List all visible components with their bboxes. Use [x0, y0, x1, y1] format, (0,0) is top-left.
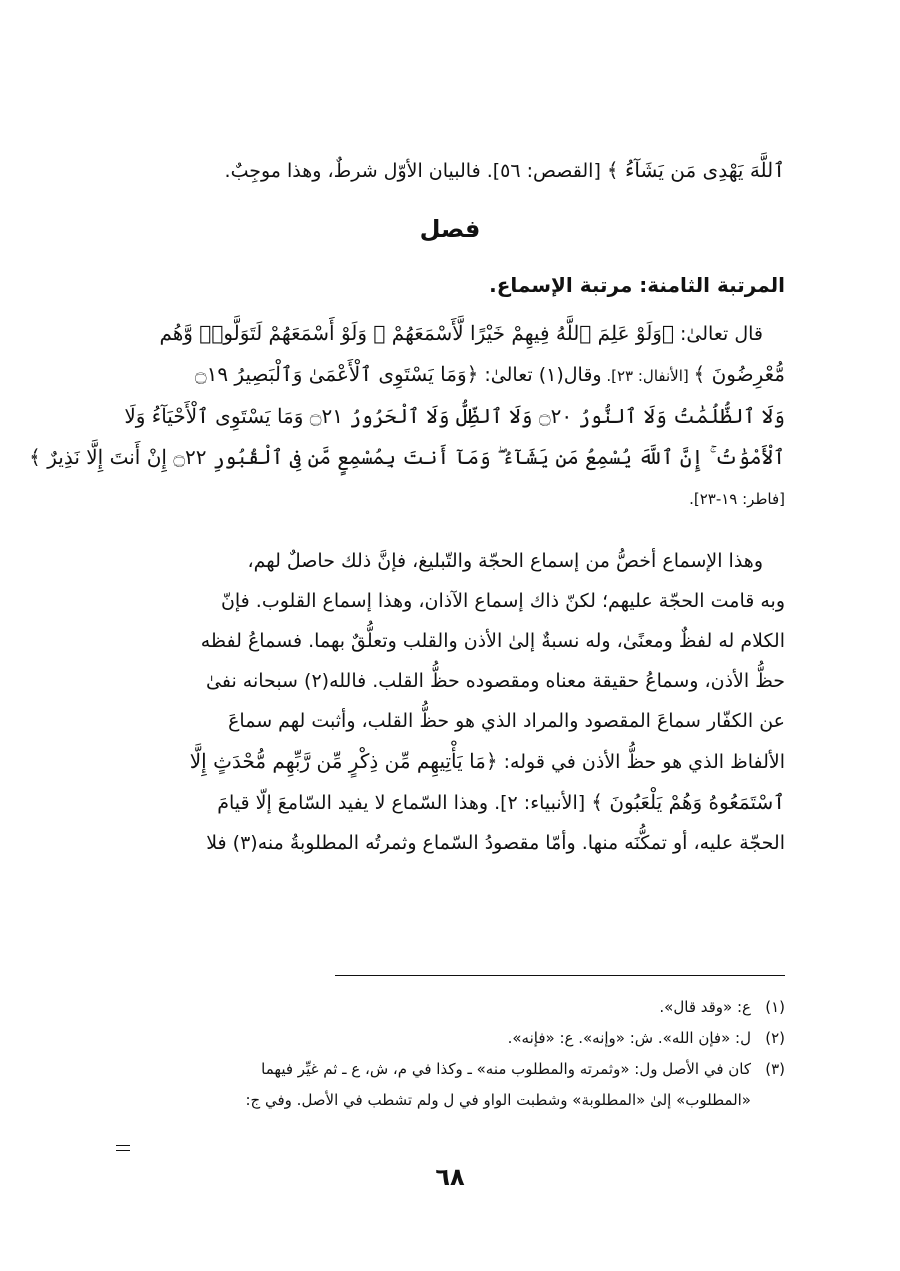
footnote-text: كان في الأصل ول: «وثمرته والمطلوب منه» ـ وكذا في م، ش، ع ـ ثم غيِّر فيهما: [261, 1060, 751, 1078]
verse-line-3: [115, 396, 785, 437]
paragraph-text: [الأنبياء: ٢]. وهذا السّماع لا يفيد السّامعَ إلّا قيامَ: [217, 792, 592, 814]
footnote: [115, 992, 785, 1023]
verse-reference: [فاطر: ١٩-٢٣].: [689, 490, 785, 508]
footnote-text: ل: «فإن الله». ش: «وإنه». ع: «فإنه».: [507, 1029, 751, 1047]
footnote-divider: [335, 975, 785, 976]
footnote-text: ع: «وقد قال».: [659, 998, 751, 1016]
page-body: [29, 150, 785, 863]
top-line-text: [القصص: ٥٦]. فالبيان الأوّل شرطٌ، وهذا موجِبٌ.: [224, 160, 607, 182]
quran-verse: ﴿مَا يَأْتِيهِم مِّن ذِكْرٍ مِّن رَّبِّهِم مُّحْدَثٍ إِلَّا: [189, 749, 498, 773]
quran-verse: ﴿وَمَا يَسْتَوِى ٱلْأَعْمَىٰ وَٱلْبَصِيرُ ۝١٩: [194, 362, 479, 386]
footnote: [115, 1054, 785, 1085]
paragraph-line-8: الحجّة عليه، أو تمكُّنَه منها. وأمّا مقصودُ السّماع وثمرتُه المطلوبةُ منه(٣) فلا: [206, 832, 785, 854]
section-heading: فصل: [419, 215, 481, 243]
footnotes: [115, 992, 785, 1116]
top-line: [115, 150, 785, 191]
paragraph-line-6: [115, 741, 785, 782]
verse-intro: وقال(١) تعالىٰ:: [478, 364, 602, 386]
paragraph-line-5: عن الكفّار سماعَ المقصود والمراد الذي هو حظُّ القلب، وأثبت لهم سماعَ: [228, 710, 785, 732]
verse-reference: [الأنفال: ٢٣].: [601, 367, 694, 385]
page-number: ٦٨: [435, 1163, 465, 1191]
quran-fragment: ٱللَّهَ يَهْدِى مَن يَشَآءُ ﴾: [606, 158, 785, 182]
verse-line-1: [115, 313, 785, 354]
footnote: [115, 1023, 785, 1054]
quran-verse: ٱلْأَمْوَٰتُ ۚ إِنَّ ٱللَّهَ يُسْمِعُ مَن يَشَآءُ ۖ وَمَآ أَنتَ بِمُسْمِعٍ مَّن فِى ٱلْقُبُورِ ۝٢٢ إِنْ أَنتَ إِلَّا نَذِيرٌ ﴾: [29, 445, 785, 469]
quran-verse: مُّعْرِضُونَ ﴾: [693, 362, 785, 386]
quran-verse: ﴿وَلَوْ عَلِمَ ٱللَّهُ فِيهِمْ خَيْرًا لَّأَسْمَعَهُمْ ۖ وَلَوْ أَسْمَعَهُمْ لَتَوَلَّوا۟ وَّهُم: [159, 321, 674, 345]
quran-verse: وَلَا ٱلظُّلُمَٰتُ وَلَا ٱلنُّورُ ۝٢٠ وَلَا ٱلظِّلُّ وَلَا ٱلْحَرُورُ ۝٢١ وَمَا يَسْتَوِى ٱلْأَحْيَآءُ وَلَا: [124, 404, 785, 428]
footnote-number: (٢): [765, 1029, 785, 1047]
continuation-mark: [116, 1145, 130, 1151]
paragraph-line-3: الكلام له لفظٌ ومعنًىٰ، وله نسبةٌ إلىٰ الأذن والقلب وتعلُّقٌ بهما. فسماعُ لفظه: [200, 630, 785, 652]
verse-line-4: [29, 437, 785, 478]
footnote-number: (١): [765, 998, 785, 1016]
footnote-continuation: «المطلوب» إلىٰ «المطلوبة» وشطبت الواو في ل ولم تشطب في الأصل. وفي ج:: [245, 1091, 751, 1109]
verse-line-5: [115, 478, 785, 519]
subheading: المرتبة الثامنة: مرتبة الإسماع.: [489, 273, 785, 297]
paragraph-line-2: وبه قامت الحجّة عليهم؛ لكنّ ذاك إسماع الآذان، وهذا إسماع القلوب. فإنّ: [220, 590, 785, 612]
paragraph-text: الألفاظ الذي هو حظُّ الأذن في قوله:: [497, 751, 785, 773]
verse-line-2: [115, 354, 785, 396]
verse-intro: قال تعالىٰ:: [673, 323, 763, 345]
paragraph-line-7: [115, 782, 785, 823]
paragraph-line-4: حظُّ الأذن، وسماعُ حقيقة معناه ومقصوده حظُّ القلب. فالله(٢) سبحانه نفىٰ: [206, 670, 785, 692]
footnote-number: (٣): [765, 1060, 785, 1078]
paragraph-line-1: وهذا الإسماع أخصُّ من إسماع الحجّة والتّبليغ، فإنَّ ذلك حاصلٌ لهم،: [247, 550, 763, 572]
quran-verse: ٱسْتَمَعُوهُ وَهُمْ يَلْعَبُونَ ﴾: [591, 790, 785, 814]
